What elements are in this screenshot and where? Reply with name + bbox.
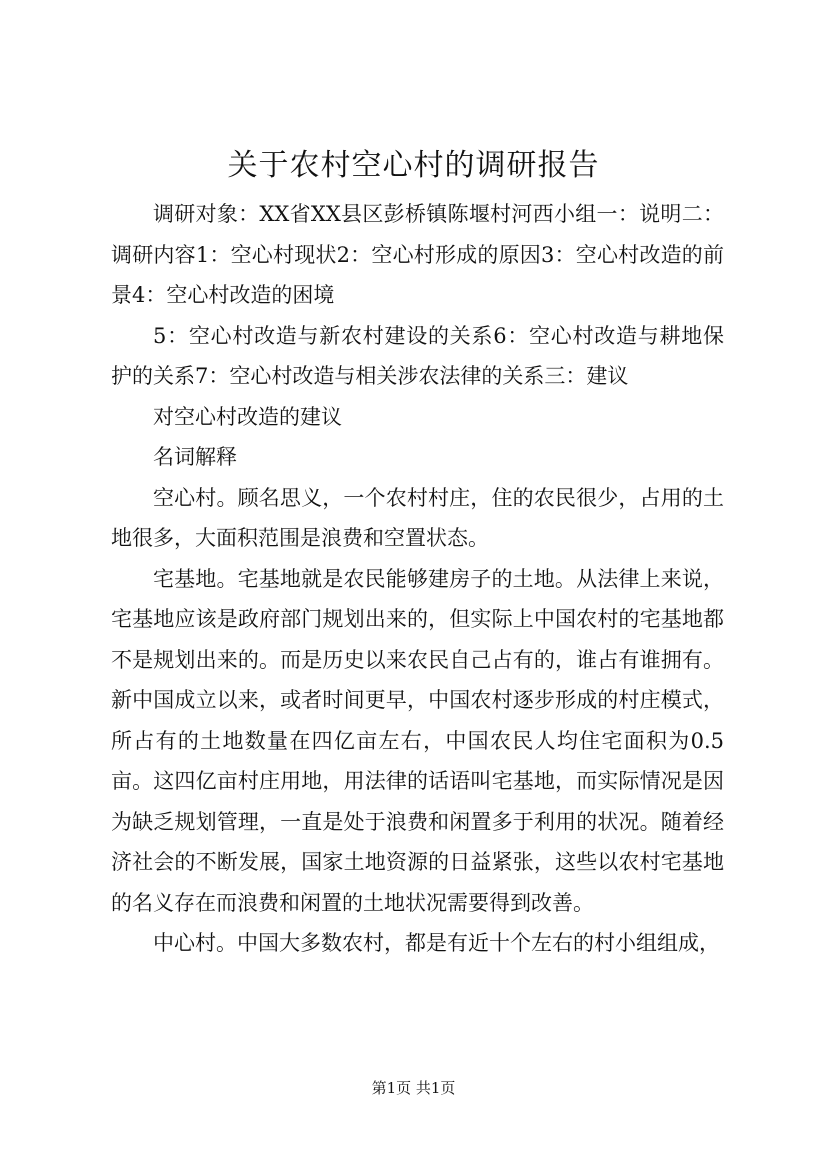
paragraph-homestead: 宅基地。宅基地就是农民能够建房子的土地。从法律上来说，宅基地应该是政府部门规划出来的，但实际上中国农村的宅基地都不是规划出来的。而是历史以来农民自己占有的，谁占有谁拥有。新中国成立以来，或者时间更早，中国农村逐步形成的村庄模式，所占有的土地数量在四亿亩左右，中国农民人均住宅面积为0.5亩。这四亿亩村庄用地，用法律的话语叫宅基地，而实际情况是因为缺乏规划管理，一直是处于浪费和闲置多于利用的状况。随着经济社会的不断发展，国家土地资源的日益紧张，这些以农村宅基地的名义存在而浪费和闲置的土地状况需要得到改善。 [111,566,724,915]
document-body [111,194,724,964]
paragraph-research-overview: 调研对象：XX省XX县区彭桥镇陈堰村河西小组一：说明二：调研内容1：空心村现状2：空心村形成的原因3：空心村改造的前景4：空心村改造的困境 [111,202,724,307]
paragraph-suggestions-heading: 对空心村改造的建议 [153,404,342,429]
page-footer: 第1页 共1页 [371,1079,456,1097]
paragraph-hollow-village: 空心村。顾名思义，一个农村村庄，住的农民很少，占用的土地很多，大面积范围是浪费和空置状态。 [111,485,724,550]
document-title: 关于农村空心村的调研报告 [227,148,600,183]
paragraph-research-items: 5：空心村改造与新农村建设的关系6：空心村改造与耕地保护的关系7：空心村改造与相关涉农法律的关系三：建议 [111,323,724,388]
paragraph-glossary-heading: 名词解释 [153,445,237,469]
paragraph-central-village: 中心村。中国大多数农村，都是有近十个左右的村小组组成， [153,931,720,955]
